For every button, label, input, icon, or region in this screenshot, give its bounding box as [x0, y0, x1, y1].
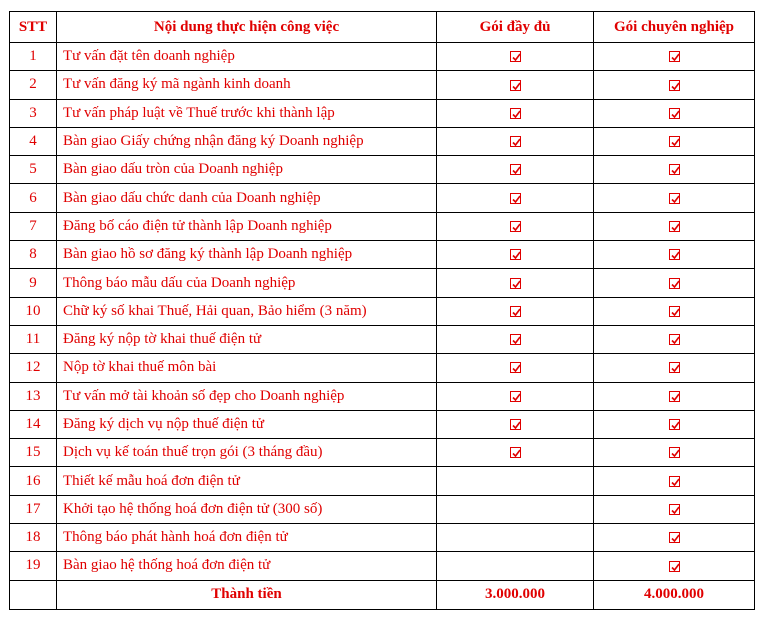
checkbox-checked-icon: [510, 164, 521, 175]
row-stt: 7: [10, 212, 57, 240]
row-stt: 12: [10, 354, 57, 382]
table-row: [10, 382, 755, 410]
row-full-package-cell: [437, 382, 594, 410]
checkbox-checked-icon: [510, 447, 521, 458]
total-full-price: 3.000.000: [437, 580, 594, 609]
row-task: Bàn giao hồ sơ đăng ký thành lập Doanh nghiệp: [57, 241, 437, 269]
checkbox-checked-icon: [669, 391, 680, 402]
table-row: [10, 297, 755, 325]
checkbox-checked-icon: [669, 108, 680, 119]
table-row: [10, 99, 755, 127]
checkbox-checked-icon: [510, 249, 521, 260]
row-stt: 3: [10, 99, 57, 127]
table-row: [10, 467, 755, 495]
checkbox-checked-icon: [510, 278, 521, 289]
checkbox-checked-icon: [510, 334, 521, 345]
row-task: Thiết kế mẫu hoá đơn điện tử: [57, 467, 437, 495]
header-pro-package: Gói chuyên nghiệp: [594, 12, 755, 43]
table-row: [10, 212, 755, 240]
row-task: Bàn giao hệ thống hoá đơn điện tử: [57, 552, 437, 580]
table-row: [10, 156, 755, 184]
row-full-package-cell: [437, 552, 594, 580]
checkbox-checked-icon: [510, 80, 521, 91]
row-pro-package-cell: [594, 212, 755, 240]
total-empty-cell: [10, 580, 57, 609]
row-task: Tư vấn pháp luật về Thuế trước khi thành lập: [57, 99, 437, 127]
total-pro-price: 4.000.000: [594, 580, 755, 609]
row-full-package-cell: [437, 43, 594, 71]
row-pro-package-cell: [594, 297, 755, 325]
checkbox-checked-icon: [669, 447, 680, 458]
row-task: Tư vấn đặt tên doanh nghiệp: [57, 43, 437, 71]
row-pro-package-cell: [594, 382, 755, 410]
table-row: [10, 325, 755, 353]
row-task: Bàn giao dấu chức danh của Doanh nghiệp: [57, 184, 437, 212]
checkbox-checked-icon: [669, 419, 680, 430]
checkbox-checked-icon: [669, 80, 680, 91]
row-pro-package-cell: [594, 184, 755, 212]
checkbox-checked-icon: [669, 532, 680, 543]
row-stt: 2: [10, 71, 57, 99]
checkbox-checked-icon: [510, 108, 521, 119]
table-row: [10, 269, 755, 297]
row-task: Khởi tạo hệ thống hoá đơn điện tử (300 số): [57, 495, 437, 523]
row-pro-package-cell: [594, 71, 755, 99]
checkbox-checked-icon: [510, 136, 521, 147]
row-task: Tư vấn mở tài khoản số đẹp cho Doanh nghiệp: [57, 382, 437, 410]
row-pro-package-cell: [594, 241, 755, 269]
row-task: Bàn giao dấu tròn của Doanh nghiệp: [57, 156, 437, 184]
row-pro-package-cell: [594, 43, 755, 71]
row-stt: 15: [10, 439, 57, 467]
table-row: [10, 439, 755, 467]
table-row: [10, 43, 755, 71]
table-row: [10, 184, 755, 212]
row-full-package-cell: [437, 297, 594, 325]
row-full-package-cell: [437, 325, 594, 353]
row-pro-package-cell: [594, 467, 755, 495]
row-task: Chữ ký số khai Thuế, Hải quan, Bảo hiểm (3 năm): [57, 297, 437, 325]
table-row: [10, 241, 755, 269]
checkbox-checked-icon: [669, 193, 680, 204]
row-task: Thông báo mẫu dấu của Doanh nghiệp: [57, 269, 437, 297]
row-stt: 18: [10, 524, 57, 552]
row-pro-package-cell: [594, 127, 755, 155]
row-pro-package-cell: [594, 99, 755, 127]
table-row: [10, 524, 755, 552]
table-row: [10, 71, 755, 99]
row-full-package-cell: [437, 524, 594, 552]
table-row: [10, 495, 755, 523]
row-pro-package-cell: [594, 354, 755, 382]
row-task: Bàn giao Giấy chứng nhận đăng ký Doanh nghiệp: [57, 127, 437, 155]
row-stt: 14: [10, 410, 57, 438]
checkbox-checked-icon: [669, 278, 680, 289]
row-task: Đăng ký nộp tờ khai thuế điện tử: [57, 325, 437, 353]
row-pro-package-cell: [594, 439, 755, 467]
row-full-package-cell: [437, 184, 594, 212]
row-full-package-cell: [437, 212, 594, 240]
checkbox-checked-icon: [669, 164, 680, 175]
checkbox-checked-icon: [669, 136, 680, 147]
checkbox-checked-icon: [669, 221, 680, 232]
row-pro-package-cell: [594, 495, 755, 523]
row-task: Tư vấn đăng ký mã ngành kinh doanh: [57, 71, 437, 99]
row-stt: 10: [10, 297, 57, 325]
row-stt: 5: [10, 156, 57, 184]
checkbox-checked-icon: [510, 193, 521, 204]
row-stt: 9: [10, 269, 57, 297]
row-task: Đăng bố cáo điện tử thành lập Doanh nghiệp: [57, 212, 437, 240]
row-full-package-cell: [437, 495, 594, 523]
checkbox-checked-icon: [669, 51, 680, 62]
checkbox-checked-icon: [510, 419, 521, 430]
checkbox-checked-icon: [510, 362, 521, 373]
row-full-package-cell: [437, 467, 594, 495]
table-row: [10, 354, 755, 382]
row-full-package-cell: [437, 241, 594, 269]
table-row: [10, 127, 755, 155]
row-stt: 19: [10, 552, 57, 580]
table-row: [10, 410, 755, 438]
row-task: Thông báo phát hành hoá đơn điện tử: [57, 524, 437, 552]
row-pro-package-cell: [594, 156, 755, 184]
checkbox-checked-icon: [510, 221, 521, 232]
row-stt: 6: [10, 184, 57, 212]
row-full-package-cell: [437, 439, 594, 467]
table-row: [10, 552, 755, 580]
row-stt: 17: [10, 495, 57, 523]
row-full-package-cell: [437, 156, 594, 184]
row-full-package-cell: [437, 269, 594, 297]
row-stt: 8: [10, 241, 57, 269]
row-pro-package-cell: [594, 410, 755, 438]
row-full-package-cell: [437, 354, 594, 382]
row-task: Dịch vụ kế toán thuế trọn gói (3 tháng đầu): [57, 439, 437, 467]
table-body: [10, 43, 755, 581]
row-pro-package-cell: [594, 269, 755, 297]
row-stt: 4: [10, 127, 57, 155]
checkbox-checked-icon: [510, 391, 521, 402]
row-full-package-cell: [437, 71, 594, 99]
row-full-package-cell: [437, 99, 594, 127]
service-package-table: [9, 11, 755, 610]
checkbox-checked-icon: [669, 249, 680, 260]
header-full-package: Gói đầy đủ: [437, 12, 594, 43]
row-stt: 16: [10, 467, 57, 495]
checkbox-checked-icon: [510, 51, 521, 62]
table-header-row: [10, 12, 755, 43]
row-stt: 1: [10, 43, 57, 71]
total-label: Thành tiền: [57, 580, 437, 609]
checkbox-checked-icon: [669, 334, 680, 345]
row-pro-package-cell: [594, 524, 755, 552]
checkbox-checked-icon: [669, 306, 680, 317]
header-stt: STT: [10, 12, 57, 43]
row-task: Đăng ký dịch vụ nộp thuế điện tử: [57, 410, 437, 438]
checkbox-checked-icon: [669, 504, 680, 515]
row-pro-package-cell: [594, 325, 755, 353]
checkbox-checked-icon: [510, 306, 521, 317]
row-full-package-cell: [437, 410, 594, 438]
row-stt: 11: [10, 325, 57, 353]
header-task: Nội dung thực hiện công việc: [57, 12, 437, 43]
checkbox-checked-icon: [669, 476, 680, 487]
checkbox-checked-icon: [669, 561, 680, 572]
checkbox-checked-icon: [669, 362, 680, 373]
row-task: Nộp tờ khai thuế môn bài: [57, 354, 437, 382]
total-row: [10, 580, 755, 609]
row-stt: 13: [10, 382, 57, 410]
row-pro-package-cell: [594, 552, 755, 580]
row-full-package-cell: [437, 127, 594, 155]
